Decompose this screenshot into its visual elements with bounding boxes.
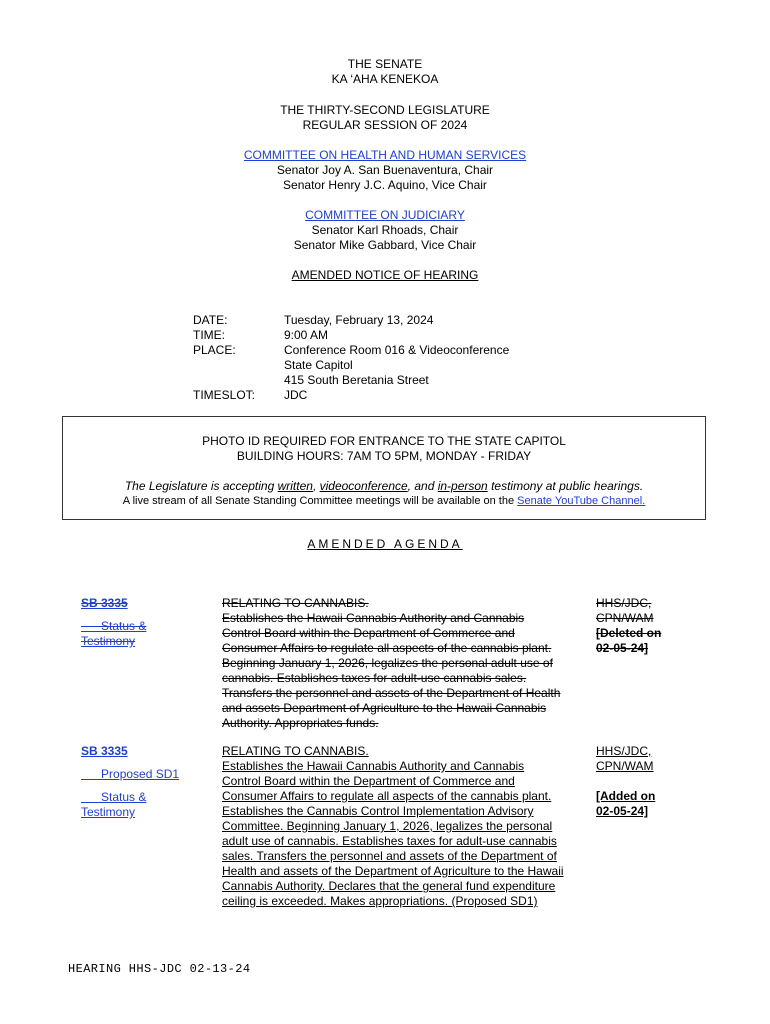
spacer — [596, 774, 676, 789]
status-link-line-1: Status & — [101, 619, 147, 633]
testimony-notice — [63, 479, 705, 494]
proposed-sd1-link[interactable] — [81, 767, 179, 782]
desc-line: Establishes the Cannabis Control Implementation Advisory — [222, 804, 534, 818]
desc-line: Transfers the personnel and assets of the Department of Health — [222, 686, 561, 700]
legislature-block — [0, 103, 770, 133]
committee-hhs-chair: Senator Joy A. San Buenaventura, Chair — [276, 163, 494, 177]
committee-jdc — [0, 208, 770, 253]
legislature-title: THE THIRTY-SECOND LEGISLATURE — [280, 103, 490, 117]
place-line-1: Conference Room 016 & Videoconference — [284, 343, 510, 357]
hearing-details — [193, 313, 509, 403]
hearing-place-row — [193, 343, 509, 388]
desc-line: and assets Department of Agriculture to the Hawaii Cannabis — [222, 701, 547, 715]
date-value: Tuesday, February 13, 2024 — [284, 313, 434, 327]
building-hours-notice: BUILDING HOURS: 7AM TO 5PM, MONDAY - FRIDAY — [236, 449, 532, 463]
bill-description — [222, 744, 592, 909]
committee-hhs-vice-chair: Senator Henry J.C. Aquino, Vice Chair — [283, 178, 487, 192]
bill-title: RELATING TO CANNABIS. — [222, 596, 369, 610]
place-label: PLACE: — [193, 343, 236, 357]
desc-line: Cannabis Authority. Declares that the general fund expenditure — [222, 879, 556, 893]
committee-hhs-link[interactable]: COMMITTEE ON HEALTH AND HUMAN SERVICES — [243, 148, 527, 162]
testimony-link[interactable]: Testimony — [81, 805, 136, 819]
committee-jdc-chair: Senator Karl Rhoads, Chair — [311, 223, 459, 237]
footer-hearing-code: HEARING HHS-JDC 02-13-24 — [68, 962, 251, 976]
desc-line: Consumer Affairs to regulate all aspects of the cannabis plant. — [222, 641, 552, 655]
desc-line: Beginning January 1, 2026, legalizes the personal adult use of — [222, 656, 553, 670]
photo-id-notice-box — [62, 416, 706, 520]
bill-committees — [596, 744, 676, 819]
agenda-title: AMENDED AGENDA — [307, 537, 463, 551]
place-line-2: State Capitol — [284, 358, 353, 372]
time-label: TIME: — [193, 328, 225, 342]
session-title: REGULAR SESSION OF 2024 — [302, 118, 468, 132]
timeslot-value: JDC — [284, 388, 308, 402]
status-link-line-1: Status & — [101, 790, 147, 804]
committee-jdc-link[interactable]: COMMITTEE ON JUDICIARY — [305, 208, 465, 222]
written-testimony-link[interactable]: written — [277, 479, 313, 493]
chamber-title: THE SENATE — [347, 57, 423, 71]
notice-title-block — [0, 268, 770, 283]
videoconference-testimony-link[interactable]: videoconference — [319, 479, 408, 493]
committee-jdc-vice-chair: Senator Mike Gabbard, Vice Chair — [293, 238, 477, 252]
desc-line: Authority. Appropriates funds. — [222, 716, 379, 730]
desc-line: ceiling is exceeded. Makes appropriations. (Proposed SD1) — [222, 894, 538, 908]
deleted-date: 02-05-24] — [596, 641, 649, 655]
timeslot-label: TIMESLOT: — [193, 388, 256, 402]
bill-id-link[interactable]: SB 3335 — [81, 596, 128, 610]
in-person-testimony-link[interactable]: in-person — [437, 479, 488, 493]
photo-id-notice: PHOTO ID REQUIRED FOR ENTRANCE TO THE STATE CAPITOL — [202, 434, 566, 448]
proposed-sd1-label: Proposed SD1 — [101, 767, 180, 781]
testimony-and: , and — [407, 479, 438, 493]
youtube-channel-link[interactable]: Senate YouTube Channel. — [517, 495, 646, 507]
desc-line: Control Board within the Department of Commerce and — [222, 626, 515, 640]
desc-line: adult use of cannabis. Establishes taxes for adult-use cannabis — [222, 834, 557, 848]
desc-line: Health and assets of the Department of Agriculture to the Hawaii — [222, 864, 564, 878]
desc-line: Committee. Beginning January 1, 2026, legalizes the personal — [222, 819, 553, 833]
bill-id-link[interactable]: SB 3335 — [81, 744, 128, 758]
notice-title: AMENDED NOTICE OF HEARING — [291, 268, 479, 282]
status-testimony-link[interactable] — [81, 619, 146, 634]
committee-referral: CPN/WAM — [596, 611, 654, 625]
hearing-date-row — [193, 313, 509, 328]
bill-title: RELATING TO CANNABIS. — [222, 744, 369, 758]
chamber-hawaiian-title: KA ‘AHA KENEKOA — [331, 72, 439, 86]
time-value: 9:00 AM — [284, 328, 329, 342]
committee-referral: HHS/JDC, — [596, 744, 652, 758]
desc-line: Consumer Affairs to regulate all aspects of the cannabis plant. — [222, 789, 552, 803]
bill-description — [222, 596, 592, 731]
place-line-3: 415 South Beretania Street — [284, 373, 429, 387]
added-status: [Added on — [596, 789, 656, 803]
testimony-suffix: testimony at public hearings. — [487, 479, 644, 493]
desc-line: cannabis. Establishes taxes for adult-use cannabis sales. — [222, 671, 527, 685]
testimony-comma: , — [312, 479, 320, 493]
added-date: 02-05-24] — [596, 804, 649, 818]
hearing-timeslot-row — [193, 388, 509, 403]
stream-prefix: A live stream of all Senate Standing Committee meetings will be available on the — [122, 495, 518, 507]
agenda-title-block — [0, 537, 770, 552]
place-value — [284, 343, 509, 388]
header — [0, 57, 770, 87]
desc-line: Establishes the Hawaii Cannabis Authority and Cannabis — [222, 611, 525, 625]
committee-referral: HHS/JDC, — [596, 596, 652, 610]
testimony-prefix: The Legislature is accepting — [124, 479, 278, 493]
status-testimony-link[interactable] — [81, 790, 146, 805]
desc-line: sales. Transfers the personnel and assets of the Department of — [222, 849, 557, 863]
bill-committees — [596, 596, 676, 656]
desc-line: Establishes the Hawaii Cannabis Authority and Cannabis — [222, 759, 525, 773]
testimony-link[interactable]: Testimony — [81, 634, 136, 648]
committee-hhs — [0, 148, 770, 193]
deleted-status: [Deleted on — [596, 626, 662, 640]
committee-referral: CPN/WAM — [596, 759, 654, 773]
date-label: DATE: — [193, 313, 228, 327]
live-stream-notice — [63, 494, 705, 509]
hearing-time-row — [193, 328, 509, 343]
desc-line: Control Board within the Department of Commerce and — [222, 774, 515, 788]
